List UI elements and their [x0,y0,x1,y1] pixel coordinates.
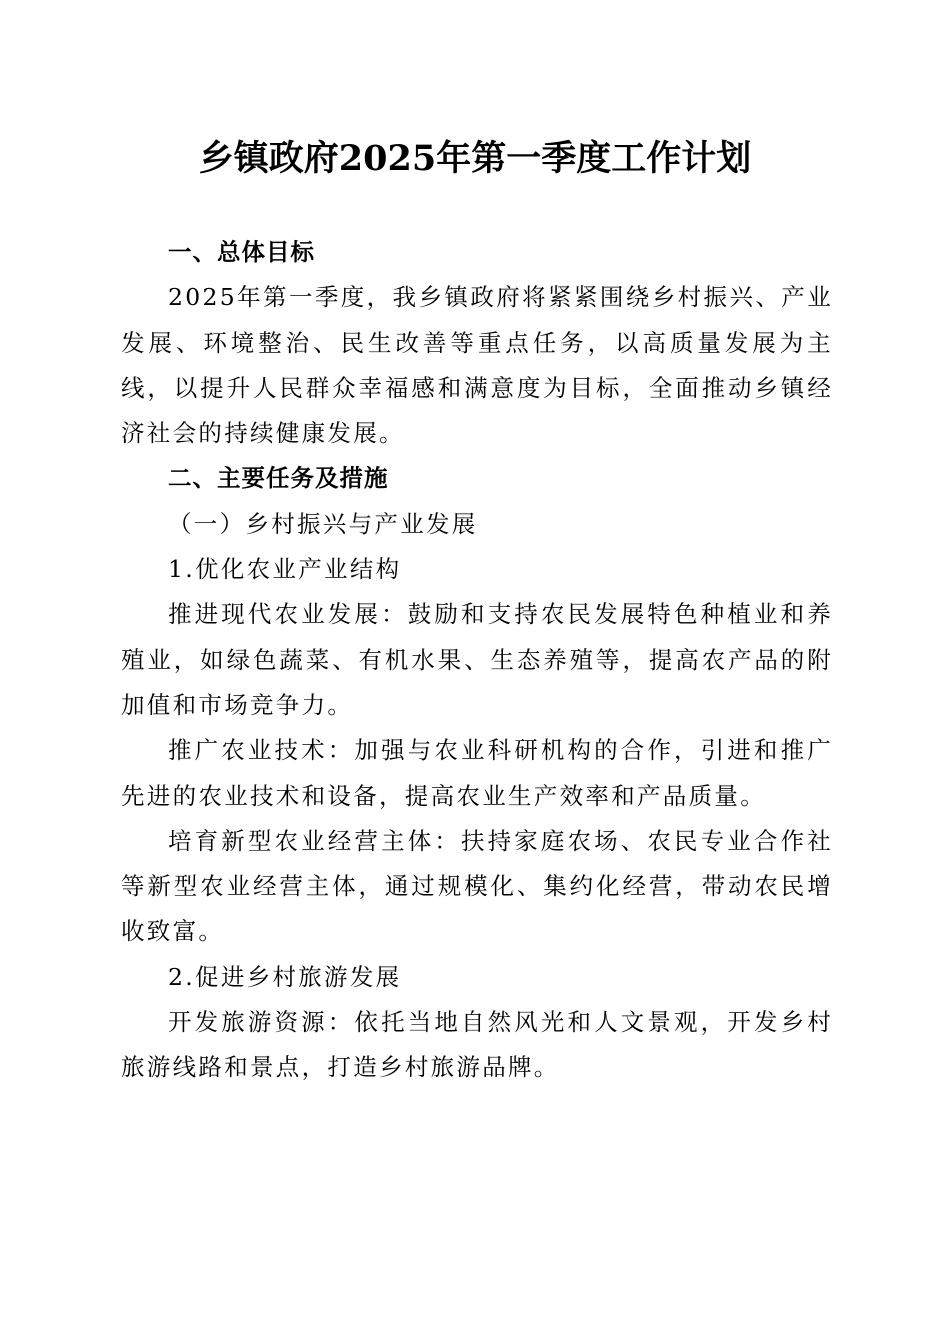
document-title: 乡镇政府2025年第一季度工作计划 [198,138,752,179]
section-heading-main-tasks: 二、主要任务及措施 [168,464,389,493]
paragraph-new-agri-entities: 培育新型农业经营主体：扶持家庭农场、农民专业合作社等新型农业经营主体，通过规模化、集约化经营，带动农民增收致富。 [121,826,833,946]
item-heading-rural-tourism: 2.促进乡村旅游发展 [168,962,402,991]
section-heading-overall-goals: 一、总体目标 [168,238,315,266]
item-heading-agriculture-structure: 1.优化农业产业结构 [168,555,402,584]
paragraph-tourism-resources: 开发旅游资源：依托当地自然风光和人文景观，开发乡村旅游线路和景点，打造乡村旅游品牌。 [121,1008,833,1082]
paragraph-modern-agriculture: 推进现代农业发展：鼓励和支持农民发展特色种植业和养殖业，如绿色蔬菜、有机水果、生态养殖等，提高农产品的附加值和市场竞争力。 [121,600,833,719]
paragraph-overall-goals: 2025年第一季度，我乡镇政府将紧紧围绕乡村振兴、产业发展、环境整治、民生改善等重点任务，以高质量发展为主线，以提升人民群众幸福感和满意度为目标，全面推动乡镇经济社会的持续健康发展。 [121,283,833,448]
document-body [121,230,833,1091]
paragraph-agri-technology: 推广农业技术：加强与农业科研机构的合作，引进和推广先进的农业技术和设备，提高农业生产效率和产品质量。 [121,736,833,810]
subsection-heading-rural-revitalization: （一）乡村振兴与产业发展 [168,509,478,538]
